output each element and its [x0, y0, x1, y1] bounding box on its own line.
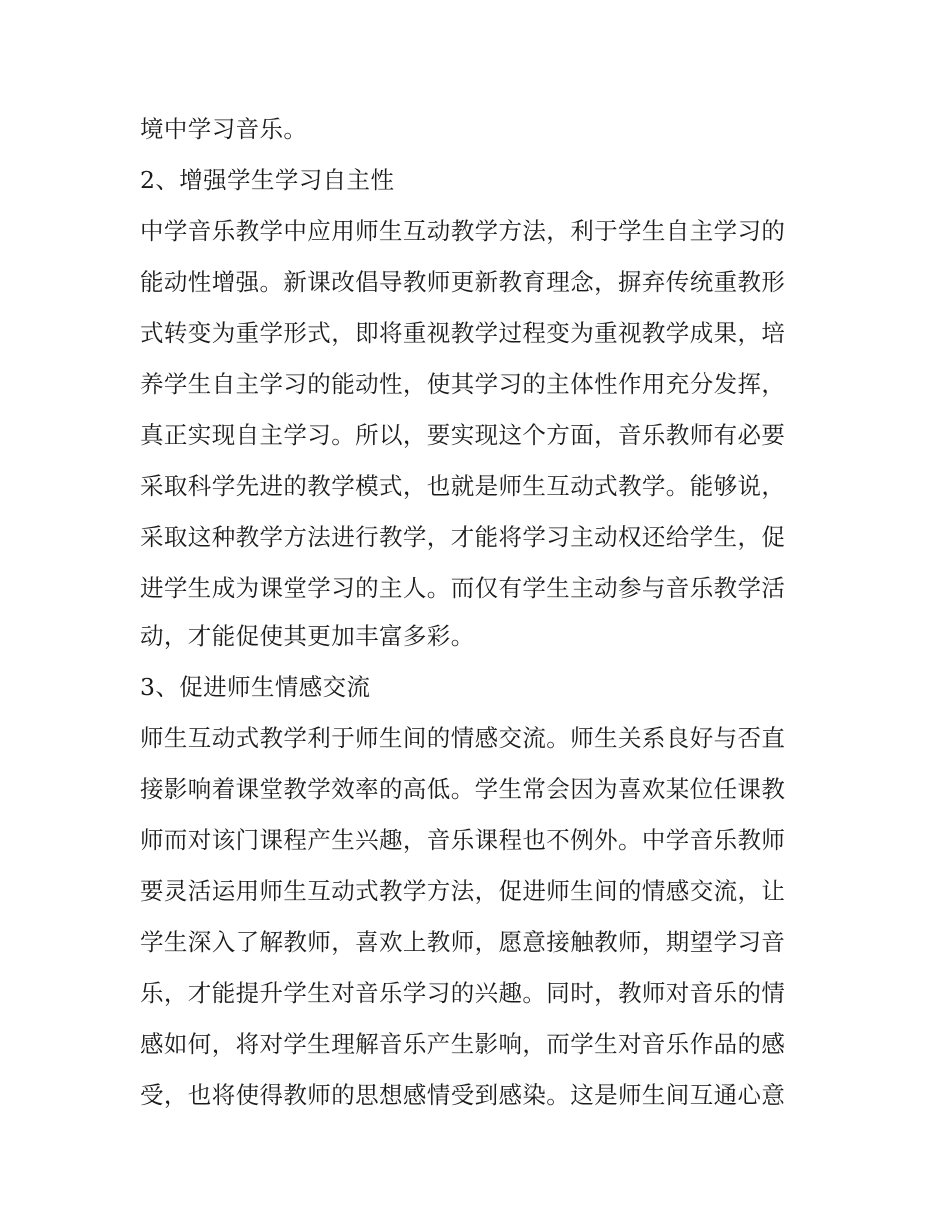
section-heading: 2、增强学生学习自主性: [140, 166, 395, 194]
paragraph-line: 乐，才能提升学生对音乐学习的兴趣。同时，教师对音乐的情: [140, 979, 786, 1007]
paragraph-line: 要灵活运用师生互动式教学方法，促进师生间的情感交流，让: [140, 877, 786, 905]
paragraph-line: 真正实现自主学习。所以，要实现这个方面，音乐教师有必要: [140, 421, 786, 449]
paragraph-line: 采取科学先进的教学模式，也就是师生互动式教学。能够说，: [140, 472, 786, 500]
paragraph-line: 境中学习音乐。: [140, 115, 308, 143]
paragraph-line: 接影响着课堂教学效率的高低。学生常会因为喜欢某位任课教: [140, 775, 786, 803]
paragraph-line: 养学生自主学习的能动性，使其学习的主体性作用充分发挥，: [140, 370, 786, 398]
paragraph-line: 师生互动式教学利于师生间的情感交流。师生关系良好与否直: [140, 724, 786, 752]
paragraph-line: 式转变为重学形式，即将重视教学过程变为重视教学成果，培: [140, 319, 786, 347]
paragraph-line: 动，才能促使其更加丰富多彩。: [140, 622, 475, 650]
paragraph-line: 能动性增强。新课改倡导教师更新教育理念，摒弃传统重教形: [140, 268, 786, 296]
paragraph-line: 感如何，将对学生理解音乐产生影响，而学生对音乐作品的感: [140, 1030, 786, 1058]
paragraph-line: 学生深入了解教师，喜欢上教师，愿意接触教师，期望学习音: [140, 928, 786, 956]
paragraph-line: 受，也将使得教师的思想感情受到感染。这是师生间互通心意: [140, 1081, 786, 1109]
paragraph-line: 中学音乐教学中应用师生互动教学方法，利于学生自主学习的: [140, 217, 786, 245]
paragraph-line: 进学生成为课堂学习的主人。而仅有学生主动参与音乐教学活: [140, 574, 786, 602]
paragraph-line: 师而对该门课程产生兴趣，音乐课程也不例外。中学音乐教师: [140, 826, 786, 854]
section-heading: 3、促进师生情感交流: [140, 673, 371, 701]
paragraph-line: 采取这种教学方法进行教学，才能将学习主动权还给学生，促: [140, 523, 786, 551]
